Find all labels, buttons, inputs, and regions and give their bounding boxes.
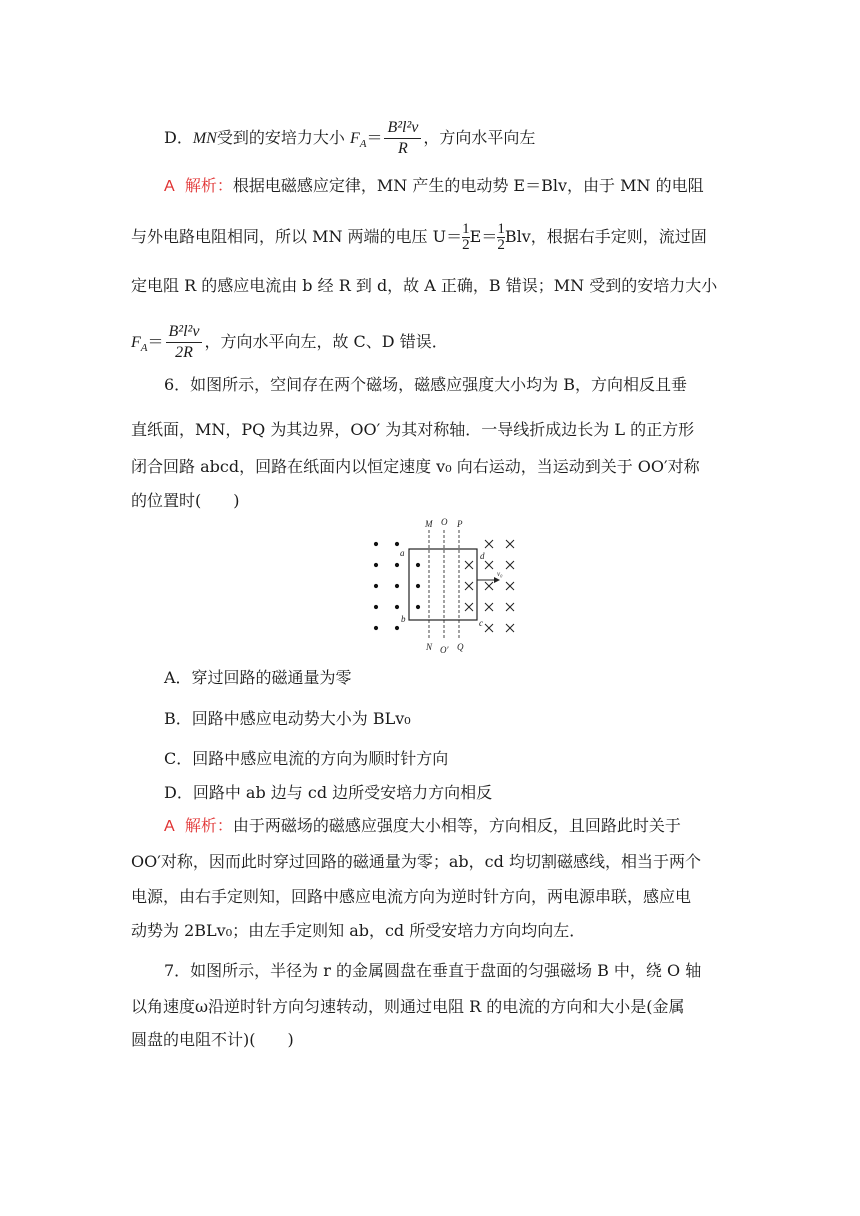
field-cross — [485, 582, 493, 590]
field-dot — [374, 605, 378, 609]
field-cross — [506, 540, 514, 548]
half-numerator: 1 — [462, 221, 470, 237]
fraction-numerator: B²l²v — [166, 322, 203, 343]
q5-analysis-line-4 — [131, 322, 448, 363]
half-fraction — [462, 222, 470, 253]
half-numerator: 1 — [497, 221, 505, 237]
half-fraction — [497, 222, 505, 253]
label-v0: v₀ — [497, 570, 503, 578]
field-dot — [395, 626, 399, 630]
label-q: Q — [457, 642, 464, 652]
half-denominator: 2 — [462, 237, 470, 253]
option-text: 受到的安培力大小 — [216, 128, 350, 147]
field-dot — [395, 605, 399, 609]
option-letter: D． — [164, 128, 193, 147]
field-in-crosses — [465, 540, 514, 632]
force-fraction — [166, 322, 203, 363]
magnetic-field-diagram — [360, 516, 520, 656]
q6-option-a: A．穿过回路的磁通量为零 — [164, 668, 352, 687]
analysis-text: Blv，根据右手定则，流过固 — [504, 227, 707, 246]
force-subscript: A — [359, 138, 367, 151]
label-c: c — [479, 618, 483, 628]
q6-option-d: D．回路中 ab 边与 cd 边所受安培力方向相反 — [164, 783, 493, 802]
mn-symbol: MN — [192, 130, 217, 147]
q6-option-c: C．回路中感应电流的方向为顺时针方向 — [164, 749, 449, 768]
fraction-numerator: B²l²v — [384, 118, 421, 139]
field-dot — [395, 563, 399, 567]
fraction-denominator: R — [398, 140, 408, 157]
force-symbol: F — [131, 334, 141, 351]
analysis-text: 由于两磁场的磁感应强度大小相等，方向相反，且回路此时关于 — [232, 816, 681, 835]
label-o-prime: O′ — [440, 645, 449, 655]
label-d: d — [480, 551, 485, 561]
q7-stem-line-3: 圆盘的电阻不计)( ) — [131, 1030, 294, 1049]
option-text-tail: ，方向水平向左 — [423, 128, 536, 147]
field-cross — [485, 540, 493, 548]
field-cross — [485, 561, 493, 569]
q6-analysis-line-2: OO′对称，因而此时穿过回路的磁通量为零；ab，cd 均切割磁感线，相当于两个 — [131, 852, 701, 871]
q7-stem-line-2: 以角速度ω沿逆时针方向匀速转动，则通过电阻 R 的电流的方向和大小是(金属 — [131, 997, 685, 1016]
field-cross — [465, 582, 473, 590]
q6-analysis-line-1 — [164, 815, 681, 838]
q7-stem-line-1: 7．如图所示，半径为 r 的金属圆盘在垂直于盘面的匀强磁场 B 中，绕 O 轴 — [164, 961, 702, 980]
field-cross — [506, 582, 514, 590]
q6-option-b: B．回路中感应电动势大小为 BLv₀ — [164, 709, 411, 728]
equals-sign: ＝ — [147, 332, 164, 351]
field-out-dots — [374, 542, 420, 630]
field-dot — [374, 584, 378, 588]
q5-analysis-line-2 — [131, 222, 707, 253]
q5-analysis-line-3 — [131, 275, 717, 297]
answer-letter: A — [164, 818, 175, 835]
label-a: a — [400, 548, 405, 558]
field-dot — [416, 563, 420, 567]
analysis-text: E＝ — [469, 227, 498, 246]
equals-sign: ＝ — [366, 128, 383, 147]
analysis-text: 根据电磁感应定律，MN 产生的电动势 E＝Blv，由于 MN 的电阻 — [232, 176, 704, 195]
analysis-text: 定电阻 R 的感应电流由 b 经 R 到 d，故 A 正确，B 错误；MN 受到的安培力大小 — [131, 276, 718, 295]
q6-stem-line-3: 闭合回路 abcd，回路在纸面内以恒定速度 v₀ 向右运动，当运动到关于 OO′对称 — [131, 457, 700, 476]
field-dot — [395, 542, 399, 546]
analysis-label: 解析： — [184, 178, 233, 195]
field-dot — [374, 563, 378, 567]
force-symbol: F — [349, 130, 360, 147]
label-p: P — [457, 519, 463, 529]
field-cross — [506, 561, 514, 569]
field-dot — [374, 626, 378, 630]
analysis-text: 与外电路电阻相同，所以 MN 两端的电压 U＝ — [131, 227, 463, 246]
label-o: O — [441, 517, 448, 527]
field-cross — [485, 624, 493, 632]
field-cross — [465, 561, 473, 569]
field-dot — [395, 584, 399, 588]
label-n: N — [426, 642, 433, 652]
field-dot — [416, 605, 420, 609]
half-denominator: 2 — [497, 237, 505, 253]
analysis-label: 解析： — [184, 818, 233, 835]
analysis-text: ，方向水平向左，故 C、D 错误． — [204, 332, 448, 351]
answer-letter: A — [164, 178, 175, 195]
q5-option-d — [164, 118, 535, 159]
fraction-denominator: 2R — [175, 344, 193, 361]
q6-analysis-line-4: 动势为 2BLv₀；由左手定则知 ab，cd 所受安培力方向均向左． — [131, 921, 586, 940]
field-dot — [374, 542, 378, 546]
q6-stem-line-4: 的位置时( ) — [131, 491, 240, 510]
field-cross — [506, 624, 514, 632]
field-dot — [416, 584, 420, 588]
field-cross — [506, 603, 514, 611]
label-b: b — [401, 614, 406, 624]
q6-analysis-line-3: 电源，由右手定则知，回路中感应电流方向为逆时针方向，两电源串联，感应电 — [131, 887, 692, 906]
label-m: M — [425, 519, 433, 529]
force-fraction — [384, 118, 421, 159]
q6-stem-line-1: 6．如图所示，空间存在两个磁场，磁感应强度大小均为 B，方向相反且垂 — [164, 375, 688, 394]
field-cross — [465, 603, 473, 611]
q5-analysis-line-1 — [164, 175, 704, 198]
force-subscript: A — [140, 342, 148, 355]
q6-stem-line-2: 直纸面，MN，PQ 为其边界，OO′ 为其对称轴．一导线折成边长为 L 的正方形 — [131, 420, 695, 439]
field-cross — [485, 603, 493, 611]
